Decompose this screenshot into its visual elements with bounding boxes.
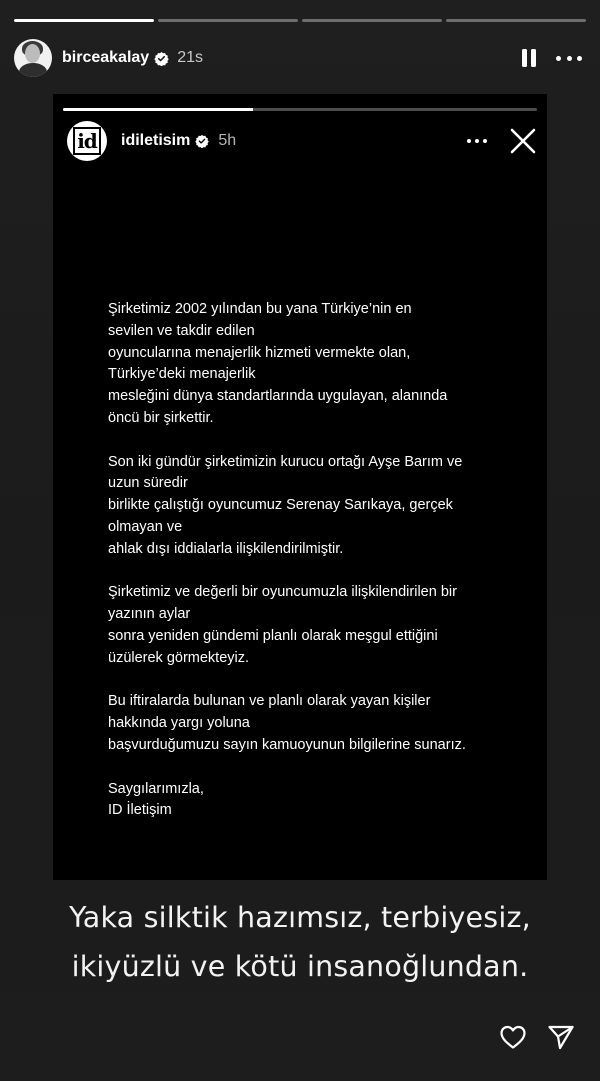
statement-paragraph xyxy=(108,691,528,756)
story-progress-segment-fill xyxy=(14,19,154,22)
statement-paragraph xyxy=(108,582,528,669)
pause-icon[interactable] xyxy=(522,48,538,68)
story-progress-segment xyxy=(302,19,442,22)
statement-line: Şirketimiz ve değerli bir oyuncumuzla ilişkilendirilen bir xyxy=(108,584,457,601)
statement-line: sonra yeniden gündemi planlı olarak meşgul ettiğini xyxy=(108,627,438,644)
avatar[interactable] xyxy=(14,39,52,77)
story-progress-bar xyxy=(14,19,586,22)
story-caption xyxy=(0,893,600,991)
statement-line: mesleğini dünya standartlarında uygulayan, alanında xyxy=(108,388,448,405)
embedded-header xyxy=(67,121,537,161)
statement-line: oyuncularına menajerlik hizmeti vermekte olan, xyxy=(108,344,411,361)
send-icon[interactable] xyxy=(546,1022,576,1052)
statement-line: ahlak dışı iddialarla ilişkilendirilmiştir. xyxy=(108,540,344,557)
embedded-more-icon xyxy=(467,137,487,145)
avatar-body xyxy=(19,63,47,77)
story-progress-segment xyxy=(446,19,586,22)
embedded-progress-bar xyxy=(63,108,537,111)
press-statement xyxy=(108,299,528,844)
story-progress-segment xyxy=(158,19,298,22)
embedded-timestamp: 5h xyxy=(218,132,237,149)
statement-line: sevilen ve takdir edilen xyxy=(108,322,255,339)
embedded-avatar xyxy=(67,121,107,161)
verified-badge-icon xyxy=(154,51,169,66)
statement-paragraph xyxy=(108,779,528,823)
statement-line: olmayan ve xyxy=(108,518,183,535)
statement-line: başvurduğumuzu sayın kamuoyunun bilgilerine sunarız. xyxy=(108,736,466,753)
statement-line: Saygılarımızla, xyxy=(108,780,204,797)
statement-paragraph xyxy=(108,452,528,561)
statement-paragraph xyxy=(108,299,528,430)
statement-line: ID İletişim xyxy=(108,802,172,819)
statement-line: Bu iftiralarda bulunan ve planlı olarak yayan kişiler xyxy=(108,693,431,710)
statement-line: Şirketimiz 2002 yılından bu yana Türkiye’nin en xyxy=(108,301,412,317)
statement-line: yazının aylar xyxy=(108,606,191,623)
embedded-avatar-logo: id xyxy=(73,127,101,155)
embedded-username: idiletisim xyxy=(121,132,191,149)
story-actions xyxy=(498,1022,576,1052)
caption-line: ikiyüzlü ve kötü insanoğlundan. xyxy=(71,950,529,983)
avatar-face xyxy=(25,44,40,63)
embedded-story-screenshot xyxy=(53,94,547,880)
story-timestamp: 21s xyxy=(177,49,203,66)
embedded-progress-fill xyxy=(63,108,253,111)
statement-line: uzun süredir xyxy=(108,475,188,492)
more-options-icon[interactable] xyxy=(556,48,582,68)
statement-line: hakkında yargı yoluna xyxy=(108,715,250,732)
statement-line: öncü bir şirkettir. xyxy=(108,409,214,426)
story-username[interactable]: birceakalay xyxy=(62,49,150,66)
statement-line: birlikte çalıştığı oyuncumuz Serenay Sarıkaya, gerçek xyxy=(108,497,453,514)
story-progress-segment xyxy=(14,19,154,22)
statement-line: Son iki gündür şirketimizin kurucu ortağı Ayşe Barım ve xyxy=(108,453,463,470)
statement-line: üzülerek görmekteyiz. xyxy=(108,649,250,666)
story-header xyxy=(14,38,586,78)
heart-icon[interactable] xyxy=(498,1022,528,1052)
close-icon xyxy=(509,127,537,155)
verified-badge-icon xyxy=(195,134,209,148)
caption-line: Yaka silktik hazımsız, terbiyesiz, xyxy=(69,901,531,934)
statement-line: Türkiye’deki menajerlik xyxy=(108,366,256,383)
